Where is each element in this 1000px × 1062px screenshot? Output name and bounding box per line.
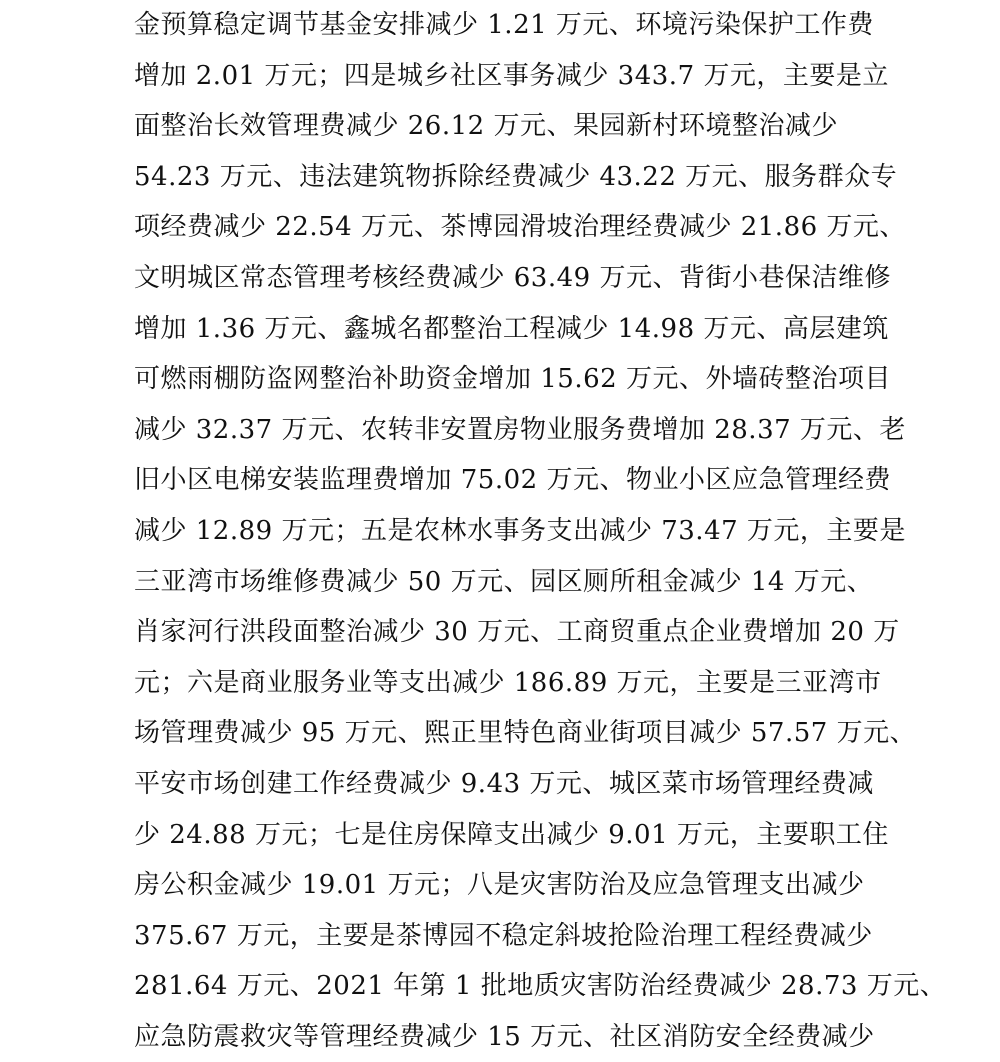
text-line: 增加 1.36 万元、鑫城名都整治工程减少 14.98 万元、高层建筑 — [134, 313, 889, 344]
text-line: 元；六是商业服务业等支出减少 186.89 万元，主要是三亚湾市 — [134, 667, 882, 698]
text-line: 金预算稳定调节基金安排减少 1.21 万元、环境污染保护工作费 — [134, 10, 874, 40]
text-line: 平安市场创建工作经费减少 9.43 万元、城区菜市场管理经费减 — [134, 768, 874, 799]
text-line: 增加 2.01 万元；四是城乡社区事务减少 343.7 万元，主要是立 — [134, 60, 889, 91]
text-line: 281.64 万元、2021 年第 1 批地质灾害防治经费减少 28.73 万元、 — [134, 971, 947, 1002]
text-line: 房公积金减少 19.01 万元；八是灾害防治及应急管理支出减少 — [134, 870, 865, 901]
text-line: 375.67 万元，主要是茶博园不稳定斜坡抢险治理工程经费减少 — [134, 920, 873, 951]
text-line: 减少 12.89 万元；五是农林水事务支出减少 73.47 万元，主要是 — [134, 515, 906, 546]
text-line: 可燃雨棚防盗网整治补助资金增加 15.62 万元、外墙砖整治项目 — [134, 364, 891, 395]
text-line: 肖家河行洪段面整治减少 30 万元、工商贸重点企业费增加 20 万 — [134, 617, 900, 648]
text-line: 应急防震救灾等管理经费减少 15 万元、社区消防安全经费减少 — [134, 1021, 875, 1052]
text-line: 少 24.88 万元；七是住房保障支出减少 9.01 万元，主要职工住 — [134, 819, 889, 850]
text-line: 场管理费减少 95 万元、熙正里特色商业街项目减少 57.57 万元、 — [134, 718, 917, 749]
text-line: 文明城区常态管理考核经费减少 63.49 万元、背街小巷保洁维修 — [134, 262, 891, 293]
text-line: 面整治长效管理费减少 26.12 万元、果园新村环境整治减少 — [134, 111, 838, 142]
text-line: 54.23 万元、违法建筑物拆除经费减少 43.22 万元、服务群众专 — [134, 161, 898, 192]
body-text — [134, 0, 947, 1062]
text-line: 项经费减少 22.54 万元、茶博园滑坡治理经费减少 21.86 万元、 — [134, 212, 906, 243]
text-line: 旧小区电梯安装监理费增加 75.02 万元、物业小区应急管理经费 — [134, 465, 891, 496]
text-line: 三亚湾市场维修费减少 50 万元、园区厕所租金减少 14 万元、 — [134, 566, 874, 597]
text-line: 减少 32.37 万元、农转非安置房物业服务费增加 28.37 万元、老 — [134, 414, 906, 445]
